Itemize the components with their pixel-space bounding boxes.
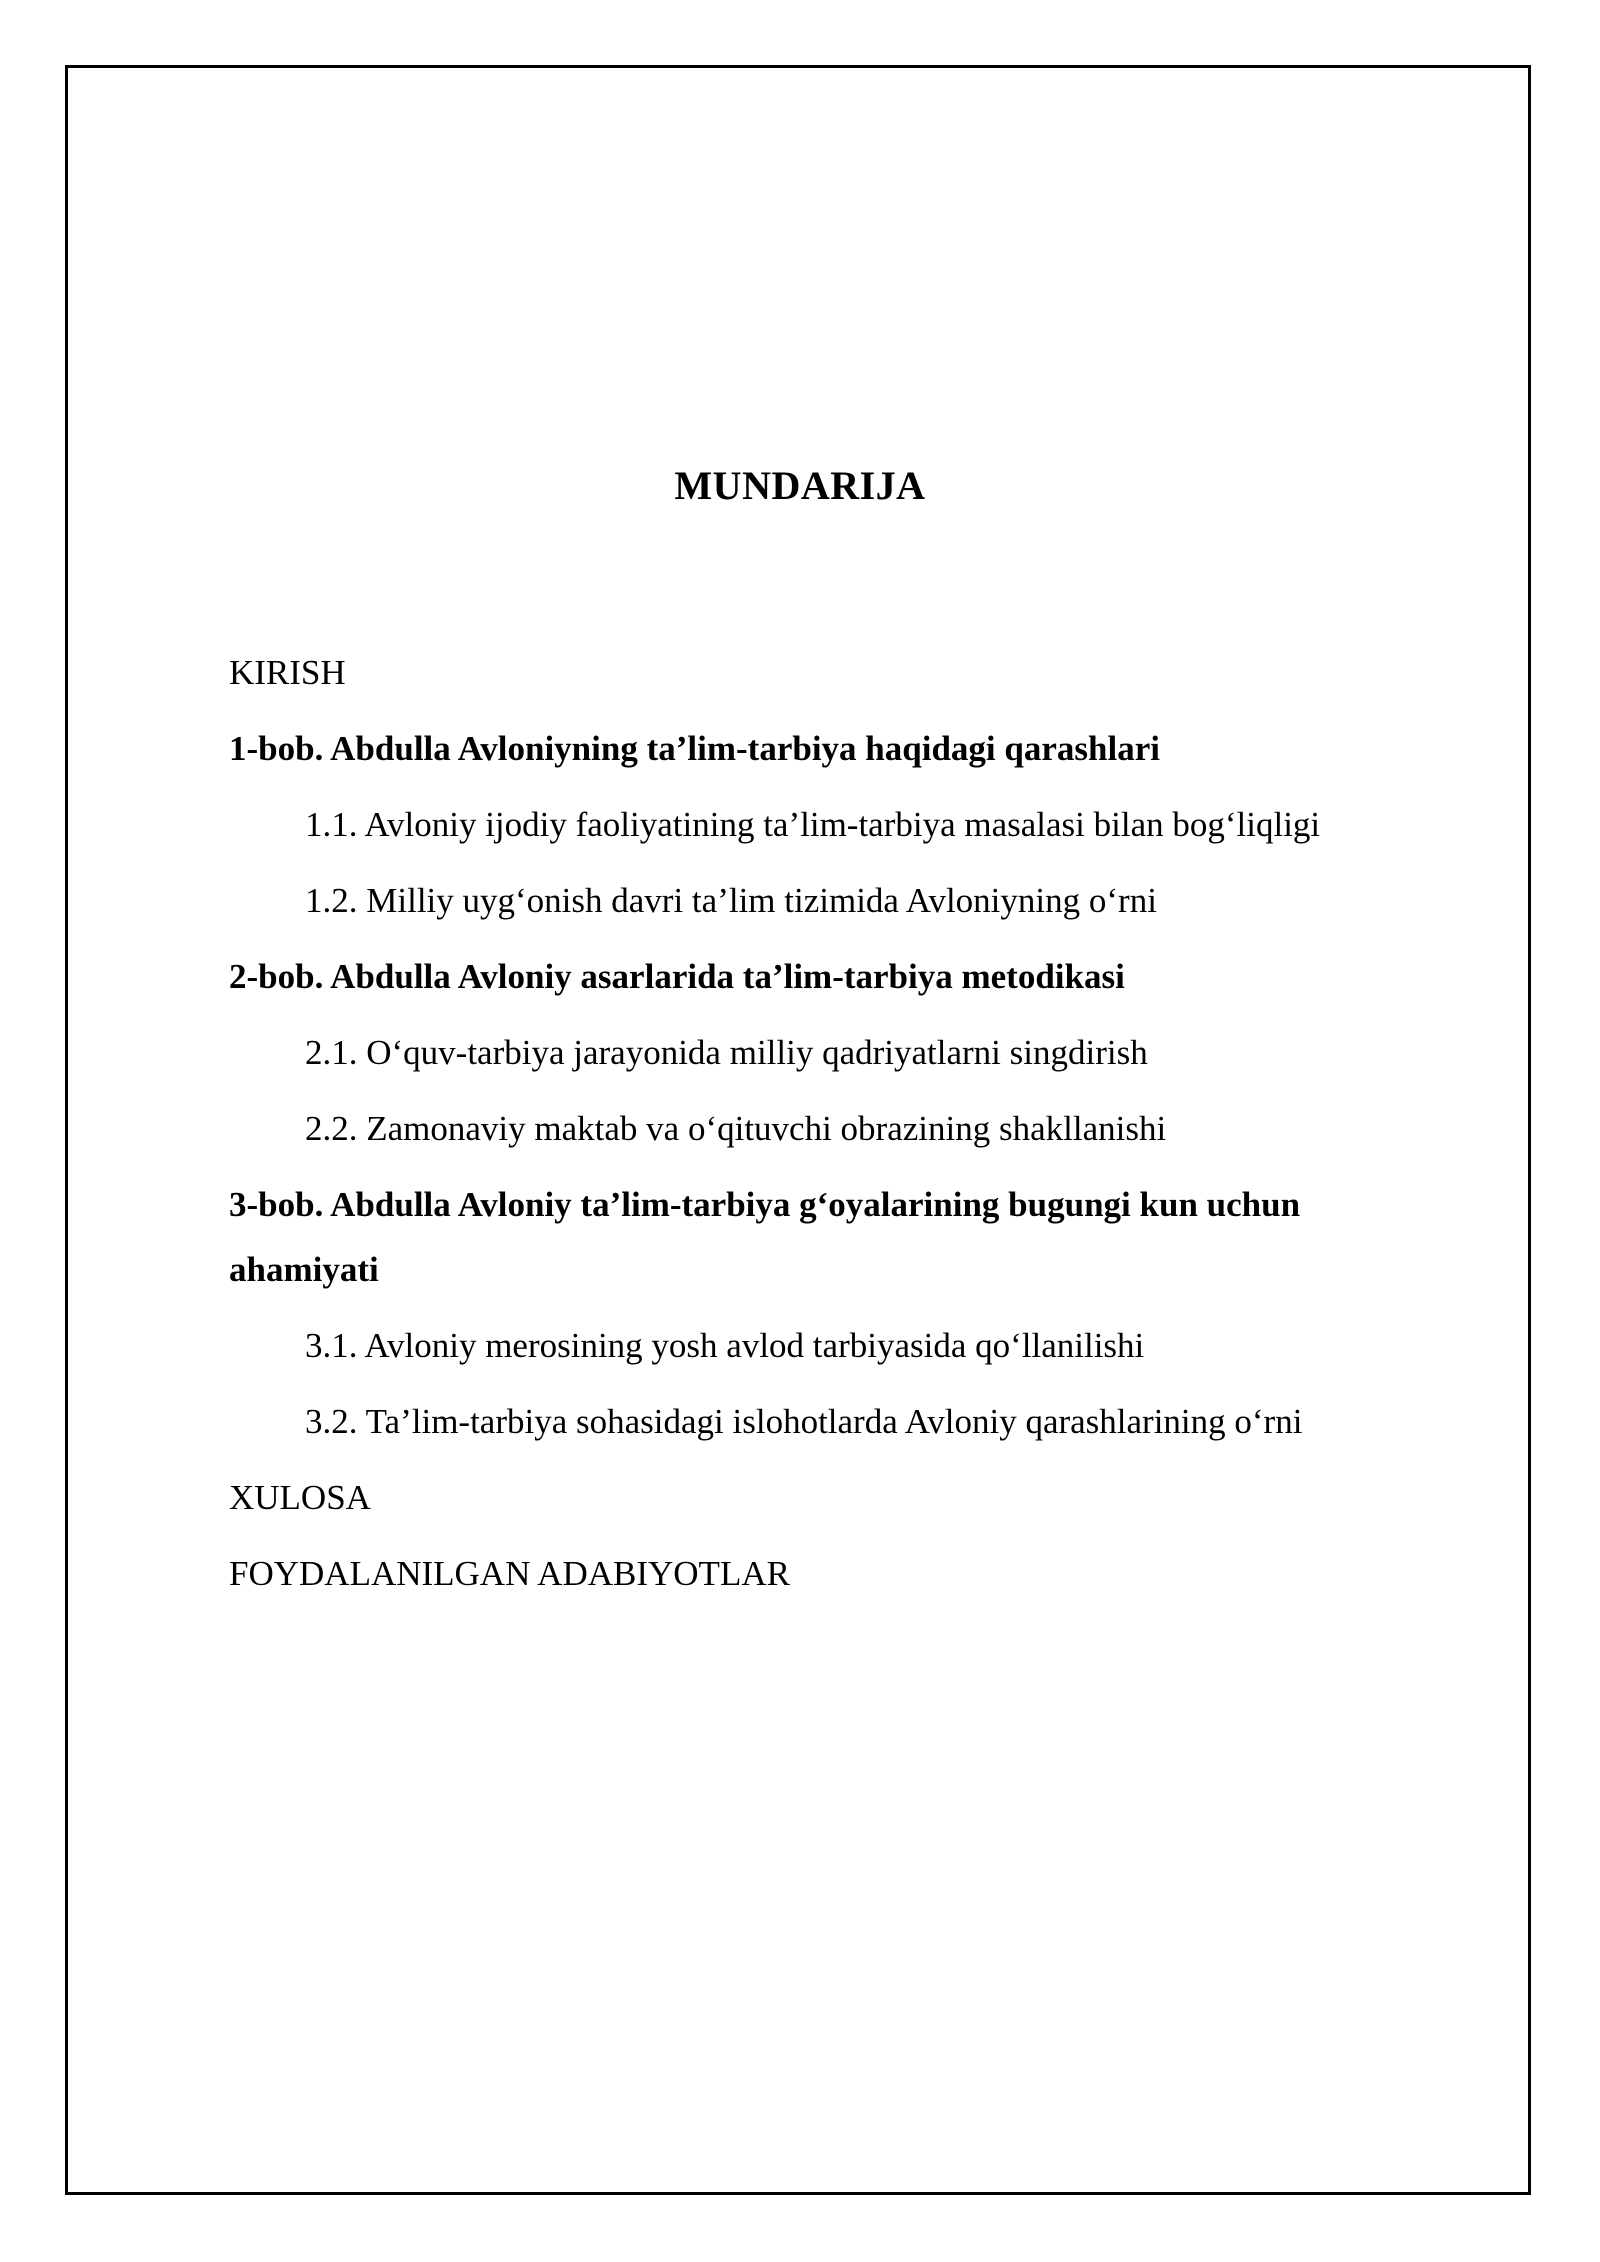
toc-section-2-2: 2.2. Zamonaviy maktab va o‘qituvchi obrazining shakllanishi [305,1109,1167,1148]
toc-section-3-2: 3.2. Ta’lim-tarbiya sohasidagi islohotlarda Avloniy qarashlarining o‘rni [305,1402,1303,1441]
page-title: MUNDARIJA [674,463,926,508]
toc-references: FOYDALANILGAN ADABIYOTLAR [229,1554,790,1593]
toc-introduction: KIRISH [229,653,346,692]
toc-section-1-1: 1.1. Avloniy ijodiy faoliyatining ta’lim-tarbiya masalasi bilan bog‘liqligi [305,805,1321,844]
toc-chapter-2: 2-bob. Abdulla Avloniy asarlarida ta’lim-tarbiya metodikasi [229,957,1125,996]
toc-chapter-1: 1-bob. Abdulla Avloniyning ta’lim-tarbiya haqidagi qarashlari [229,729,1160,768]
table-of-contents [229,640,1429,1617]
toc-chapter-3: 3-bob. Abdulla Avloniy ta’lim-tarbiya g‘oyalarining bugungi kun uchun ahamiyati [229,1185,1301,1289]
toc-section-3-1: 3.1. Avloniy merosining yosh avlod tarbiyasida qo‘llanilishi [305,1326,1145,1365]
toc-conclusion: XULOSA [229,1478,371,1517]
toc-section-2-1: 2.1. O‘quv-tarbiya jarayonida milliy qadriyatlarni singdirish [305,1033,1148,1072]
toc-section-1-2: 1.2. Milliy uyg‘onish davri ta’lim tizimida Avloniyning o‘rni [305,881,1157,920]
